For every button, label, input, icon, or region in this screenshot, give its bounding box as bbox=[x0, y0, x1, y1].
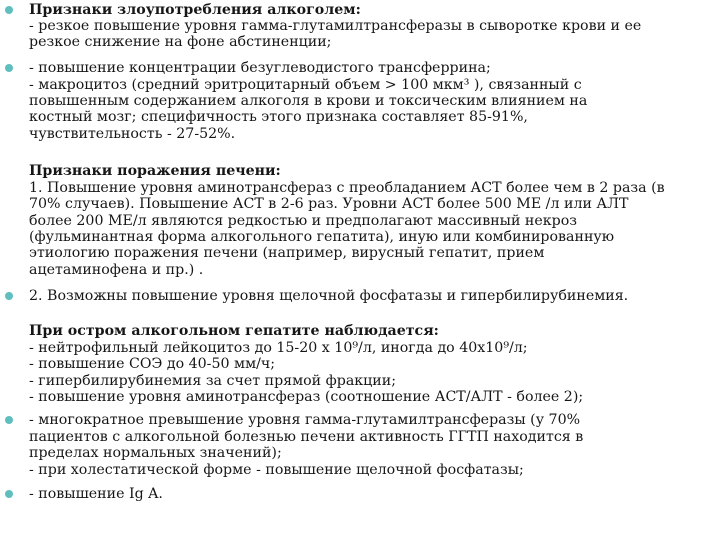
text-line: - повышение уровня аминотрансфераз (соотношение АСТ/АЛТ - более 2); bbox=[29, 389, 584, 405]
text-line: - повышение Ig A. bbox=[29, 486, 163, 502]
text-line: - повышение СОЭ до 40-50 мм/ч; bbox=[29, 356, 276, 372]
text-line: - многократное превышение уровня гамма-глутамилтрансферазы (у 70% bbox=[29, 412, 581, 428]
text-line: повышенным содержанием алкоголя в крови и токсическим влиянием на bbox=[29, 93, 588, 109]
bullet-icon bbox=[5, 490, 13, 498]
text-line: - макроцитоз (средний эритроцитарный объем > 100 мкм³ ), связанный с bbox=[29, 77, 582, 93]
bullet-icon bbox=[5, 416, 13, 424]
text-line: пределах нормальных значений); bbox=[29, 445, 282, 461]
section-heading-alcohol-abuse: Признаки злоупотребления алкоголем: bbox=[29, 2, 361, 18]
text-line: - нейтрофильный лейкоцитоз до 15-20 х 10⁹/л, иногда до 40х10⁹/л; bbox=[29, 340, 528, 356]
text-line: - повышение концентрации безуглеводистого трансферрина; bbox=[29, 60, 491, 76]
text-line: 1. Повышение уровня аминотрансфераз с преобладанием АСТ более чем в 2 раза (в bbox=[29, 180, 665, 196]
text-line: (фульминантная форма алкогольного гепатита), иную или комбинированную bbox=[29, 229, 615, 245]
text-line: резкое снижение на фоне абстиненции; bbox=[29, 34, 332, 50]
bullet-icon bbox=[5, 292, 13, 300]
text-line: - при холестатической форме - повышение щелочной фосфатазы; bbox=[29, 462, 524, 478]
bullet-icon bbox=[5, 64, 13, 72]
text-line: этиологию поражения печени (например, вирусный гепатит, прием bbox=[29, 245, 545, 261]
bullet-icon bbox=[5, 6, 13, 14]
text-line: чувствительность - 27-52%. bbox=[29, 126, 236, 142]
text-line: пациентов с алкогольной болезнью печени активность ГГТП находится в bbox=[29, 429, 584, 445]
text-line: ацетаминофена и пр.) . bbox=[29, 262, 204, 278]
text-line: костный мозг; специфичность этого признака составляет 85-91%, bbox=[29, 109, 528, 125]
section-heading-acute-hepatitis: При остром алкогольном гепатите наблюдается: bbox=[29, 323, 439, 339]
text-line: 70% случаев). Повышение АСТ в 2-6 раз. Уровни АСТ более 500 МЕ /л или АЛТ bbox=[29, 196, 629, 212]
text-line: 2. Возможны повышение уровня щелочной фосфатазы и гипербилирубинемия. bbox=[29, 288, 629, 304]
section-heading-liver-damage: Признаки поражения печени: bbox=[29, 163, 281, 179]
text-line: - резкое повышение уровня гамма-глутамилтрансферазы в сыворотке крови и ее bbox=[29, 18, 642, 34]
text-line: более 200 МЕ/л являются редкостью и предполагают массивный некроз bbox=[29, 213, 578, 229]
text-line: - гипербилирубинемия за счет прямой фракции; bbox=[29, 373, 396, 389]
